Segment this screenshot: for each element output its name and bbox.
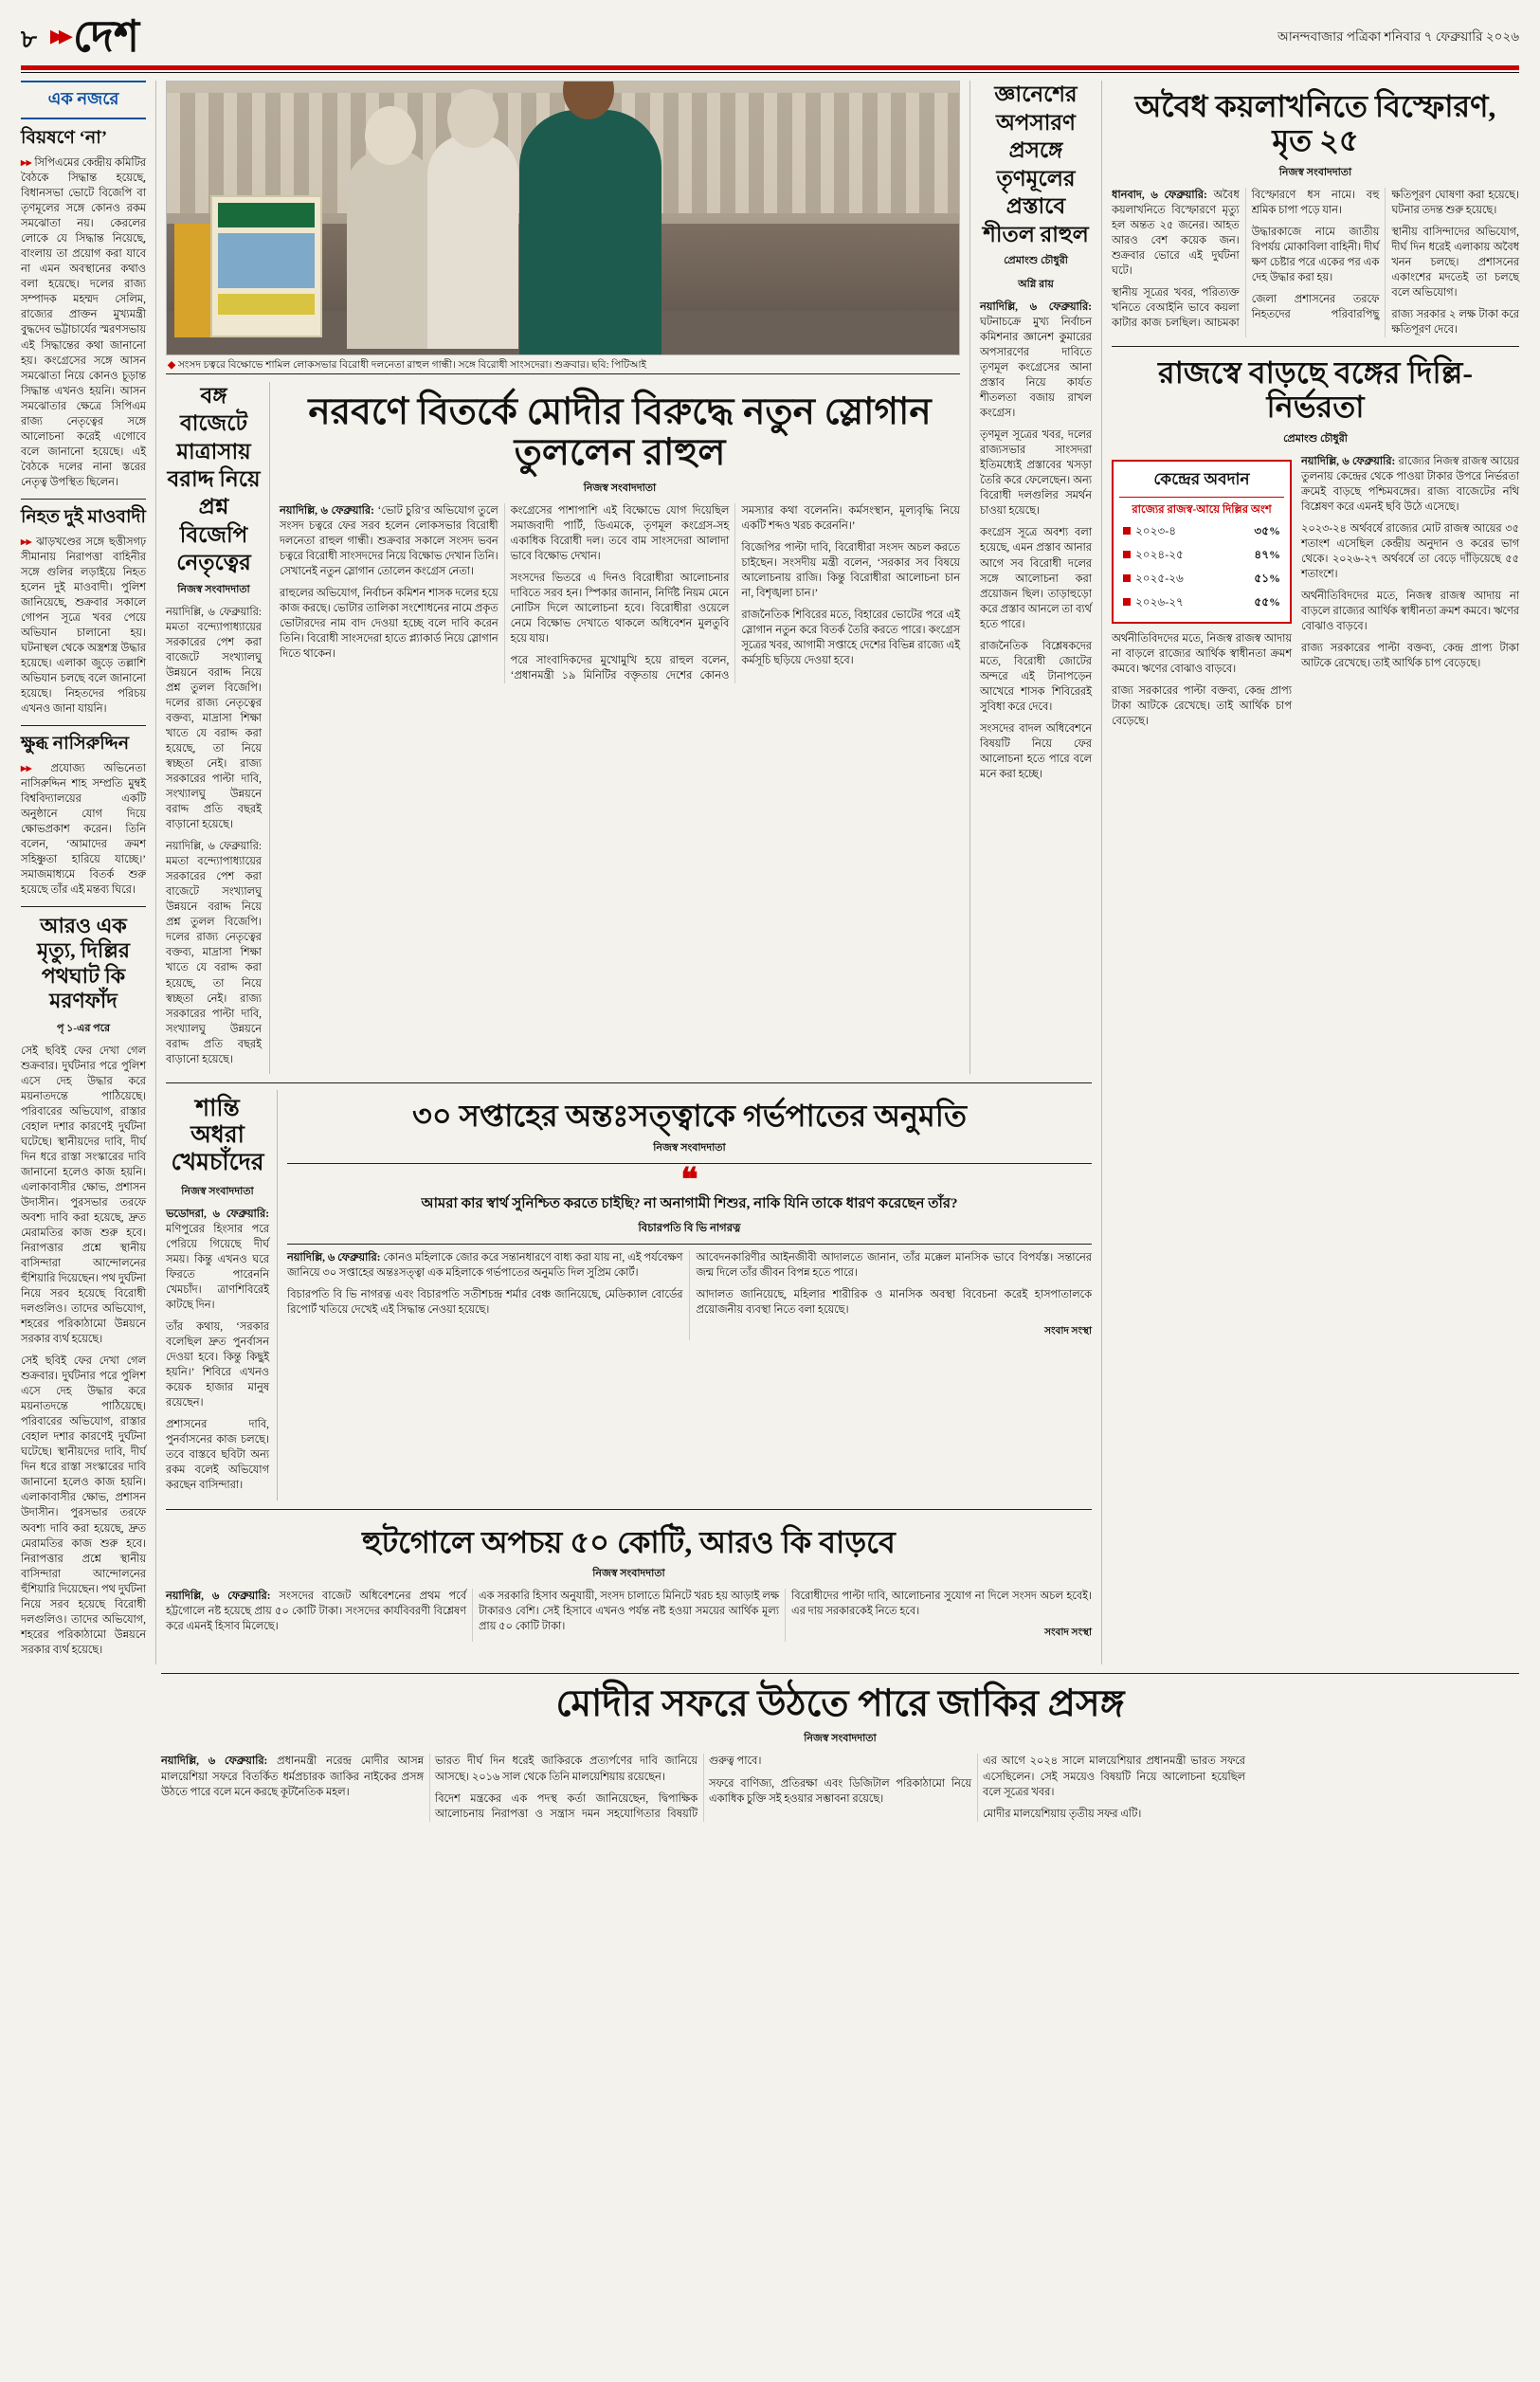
rajasya-dateline: নয়াদিল্লি, ৬ ফেব্রুয়ারি:: [1301, 455, 1396, 467]
rajasya-para-1: ২০২৩-২৪ অর্থবর্ষে রাজ্যের মোট রাজস্ব আয়ের ৩৫ শতাংশ এসেছিল কেন্দ্রীয় অনুদান ও করের ভাগ থেকে। ২০২৬-২৭ অর্থবর্ষে তা বেড়ে দাঁড়িয়েছে ৫৫ শতাংশে।: [1301, 523, 1519, 581]
sidebar-item-headline: নিহত দুই মাওবাদী: [21, 506, 146, 527]
gyanesh-dateline: নয়াদিল্লি, ৬ ফেব্রুয়ারি:: [980, 301, 1092, 314]
pullquote-text: আমরা কার স্বার্থ সুনিশ্চিত করতে চাইছি? না অনাগামী শিশুর, নাকি যিনি তাকে ধারণ করেছেন তাঁর?: [421, 1195, 958, 1211]
coal-para-0: [1112, 188, 1240, 279]
quote-icon: ❝: [680, 1162, 698, 1198]
coal-byline: নিজস্ব সংবাদদাতা: [1278, 167, 1352, 179]
gyanesh-byline-sub: অগ্নি রায়: [1018, 279, 1054, 291]
sidebar-item-text: ঝাড়খণ্ডের সঙ্গে ছত্তীসগঢ় সীমানায় নিরাপত্তা বাহিনীর সঙ্গে গুলির লড়াইয়ে নিহত হলেন দুই মাওবাদী। পুলিশ জানিয়েছে, শুক্রবার সকালে গোপন সূত্রে খবর পেয়ে অভিযান চালানো হয়। ঘটনাস্থল থেকে অস্ত্রশস্ত্র উদ্ধার হয়েছে। এলাকা জুড়ে তল্লাশি অভিযান চলছে বলে জানানো হয়েছে। নিহতদের পরিচয় এখনও জানা যায়নি।: [21, 536, 146, 715]
main-content: [166, 81, 1092, 1664]
santi-para-0: [166, 1207, 269, 1313]
table-cell-year: ২০২৩-৪: [1135, 524, 1176, 538]
table-cell-pct: ৩৫%: [1254, 524, 1280, 538]
logo-text: দেশ: [73, 12, 140, 61]
modi-para-5: মোদীর মালয়েশিয়ায় তৃতীয় সফর এটি।: [983, 1808, 1142, 1820]
sidebar-item-3: [21, 914, 146, 1658]
rahul-para-2: কংগ্রেসের পাশাপাশি এই বিক্ষোভে যোগ দিয়েছিল সমাজবাদী পার্টি, ডিএমকে, তৃণমূল কংগ্রেস-সহ একাধিক বিরোধী দল। তবে বাম সাংসদেরা আলাদা ভাবে বিক্ষোভ দেখান।: [510, 505, 730, 563]
coal-para-4: স্থানীয় বাসিন্দাদের অভিযোগ, দীর্ঘ দিন ধরেই এলাকায় অবৈধ খনন চলছে। প্রশাসনের একাংশের মদতেই তা চলছে বলে অভিযোগ।: [1391, 227, 1519, 300]
table-subtitle: রাজ্যের রাজস্ব-আয়ে দিল্লির অংশ: [1132, 503, 1272, 516]
modi-para-4: এর আগে ২০২৪ সালে মালয়েশিয়ার প্রধানমন্ত্রী ভারত সফরে এসেছিলেন। সেই সময়েও বিষয়টি নিয়ে আলোচনা হয়েছিল বলে সূত্রের খবর।: [983, 1755, 1245, 1798]
sidebar-item-0: [21, 127, 146, 489]
bottom-band: [161, 1673, 1519, 1822]
coal-dateline: ধানবাদ, ৬ ফেব্রুয়ারি:: [1112, 190, 1207, 202]
rahul-byline: নিজস্ব সংবাদদাতা: [583, 482, 657, 495]
hutogol-body-columns: [166, 1589, 1092, 1642]
coal-para-2: উদ্ধারকাজে নামে জাতীয় বিপর্যয় মোকাবিলা বাহিনী। দীর্ঘ ক্ষণ চেষ্টার পরে একের পর এক দেহ উদ্ধার করা হয়।: [1251, 227, 1380, 284]
sidebar-ek-nojore: [21, 81, 146, 1664]
divider: [161, 1673, 1519, 1674]
gyanesh-story: [980, 81, 1092, 1073]
rajasya-para-1c: রাজ্য সরকারের পাল্টা বক্তব্য, কেন্দ্র প্রাপ্য টাকা আটকে রেখেছে। তাই আর্থিক চাপ বেড়েছে।: [1301, 643, 1519, 670]
budget-side-body-2: নয়াদিল্লি, ৬ ফেব্রুয়ারি: মমতা বন্দ্যোপাধ্যায়ের সরকারের পেশ করা বাজেটে সংখ্যালঘু উন্নয়নে বরাদ্দ নিয়ে প্রশ্ন তুলল বিজেপি। দলের রাজ্য নেতৃত্বের বক্তব্য, মাদ্রাসা শিক্ষা খাতে যে বরাদ্দ করা হয়েছে, তা নিয়ে স্বচ্ছতা নেই। রাজ্য সরকারের পাল্টা দাবি, সংখ্যালঘু উন্নয়নে বরাদ্দ প্রতি বছরই বাড়ানো হয়েছে।: [166, 841, 262, 1065]
page-folio: ৮: [21, 26, 37, 54]
santi-byline: নিজস্ব সংবাদদাতা: [181, 1185, 254, 1197]
santi-headline: শান্তি অধরা খেমচাঁদের: [171, 1095, 264, 1176]
table-body: [1119, 521, 1284, 616]
thirtyweek-para-0: [287, 1250, 683, 1281]
sidebar-item-headline: ক্ষুব্ধ নাসিরুদ্দিন: [21, 733, 130, 754]
gyanesh-headline: জ্ঞানেশের অপসারণ প্রসঙ্গে তৃণমূলের প্রস্তাবে শীতল রাহুল: [983, 82, 1089, 246]
modi-body-columns: [161, 1754, 1519, 1821]
divider: [21, 725, 146, 726]
divider: [21, 499, 146, 500]
thirtyweek-para-2: আবেদনকারিণীর আইনজীবী আদালতে জানান, তাঁর মক্কেল মানসিক ভাবে বিপর্যস্ত। সন্তানের জন্ম দিলে তাঁর জীবন বিপন্ন হতে পারে।: [696, 1252, 1092, 1280]
table-cell-pct: ৫১%: [1254, 572, 1280, 586]
rajasya-para-text: রাজ্যের নিজস্ব রাজস্ব আয়ের তুলনায় কেন্দ্রের থেকে পাওয়া টাকার উপরে নির্ভরতা ক্রমেই বাড়ছে পশ্চিমবঙ্গের। রাজ্য বাজেটের নথি বিশ্লেষণ করে এমনই ছবি উঠে এসেছে।: [1301, 455, 1520, 514]
rahul-dateline: নয়াদিল্লি, ৬ ফেব্রুয়ারি:: [280, 505, 374, 518]
rahul-para-3: সংসদের ভিতরে এ দিনও বিরোধীরা আলোচনার দাবিতে সরব হন। স্পিকার জানান, নির্দিষ্ট নিয়ম মেনে নোটিস দিলে আলোচনা হবে। বিরোধীরা ওয়েলে নেমে বিক্ষোভ দেখাতে থাকলে অধিবেশন মুলতুবি হয়ে যায়।: [510, 573, 730, 646]
right-column: [1112, 81, 1519, 1664]
budget-side-body: নয়াদিল্লি, ৬ ফেব্রুয়ারি: মমতা বন্দ্যোপাধ্যায়ের সরকারের পেশ করা বাজেটে সংখ্যালঘু উন্নয়নে বরাদ্দ নিয়ে প্রশ্ন তুলল বিজেপি। দলের রাজ্য নেতৃত্বের বক্তব্য, মাদ্রাসা শিক্ষা খাতে যে বরাদ্দ করা হয়েছে, তা নিয়ে স্বচ্ছতা নেই। রাজ্য সরকারের পাল্টা দাবি, সংখ্যালঘু উন্নয়নে বরাদ্দ প্রতি বছরই বাড়ানো হয়েছে।: [166, 606, 262, 831]
rajasya-text-col: [1301, 454, 1519, 736]
thirtyweek-para-1: বিচারপতি বি ভি নাগরত্ন এবং বিচারপতি সতীশচন্দ্র শর্মার বেঞ্চ জানিয়েছে, মেডিক্যাল বোর্ডের রিপোর্ট খতিয়ে দেখেই এই সিদ্ধান্ত নেওয়া হয়েছে।: [287, 1289, 683, 1317]
gyanesh-para-2: কংগ্রেস সূত্রে অবশ্য বলা হয়েছে, এমন প্রস্তাব আনার আগে সব বিরোধী দলের সঙ্গে আলোচনা করা প্রয়োজন ছিল। তাড়াহুড়ো করে প্রস্তাব আনলে তা ব্যর্থ হতে পারে।: [980, 527, 1092, 630]
sidebar-item-body: [21, 761, 146, 898]
table-cell-pct: ৫৫%: [1254, 595, 1280, 609]
column-divider: [969, 81, 970, 1073]
column-divider: [1101, 81, 1102, 1664]
gyanesh-byline-name: প্রেমাংশু চৌধুরী: [1004, 255, 1068, 267]
sidebar-item-2: [21, 733, 146, 898]
pullquote-attribution: বিচারপতি বি ভি নাগরত্ন: [638, 1222, 741, 1234]
top-band: [166, 81, 1092, 1073]
coal-para-5: রাজ্য সরকার ২ লক্ষ টাকা করে ক্ষতিপূরণ দেবে।: [1391, 309, 1519, 336]
table-cell-year: ২০২৫-২৬: [1135, 572, 1184, 586]
budget-side-story: [166, 382, 270, 1074]
table-cell-pct: ৪৭%: [1254, 548, 1280, 562]
logo-arrows-icon: ▸▸: [49, 20, 67, 52]
divider: [21, 906, 146, 907]
rajasya-para-3: রাজ্য সরকারের পাল্টা বক্তব্য, কেন্দ্র প্রাপ্য টাকা আটকে রেখেছে। তাই আর্থিক চাপ বেড়েছে।: [1112, 685, 1292, 728]
gyanesh-para-text: ঘটনাচক্রে মুখ্য নির্বাচন কমিশনার জ্ঞানেশ কুমারের অপসারণের দাবিতে তৃণমূল কংগ্রেসের আনা প্রস্তাব নিয়ে কার্যত শীতলতা বজায় রাখল কংগ্রেস।: [980, 317, 1092, 420]
rajasya-table-col: [1112, 454, 1292, 736]
coal-para-1: স্থানীয় সূত্রের খবর, পরিত্যক্ত খনিতে বেআইনি ভাবে কয়লা কাটার কাজ চলছিল। আচমকা বিস্ফোরণে ধস নামে। বহু শ্রমিক চাপা পড়ে যান।: [1112, 190, 1380, 330]
hutogol-para-0: [166, 1589, 466, 1634]
thirtyweek-story: [287, 1090, 1092, 1500]
bullet-square-icon: [1123, 551, 1131, 558]
rahul-para-4: পরে সাংবাদিকদের মুখোমুখি হয়ে রাহুল বলেন, ‘প্রধানমন্ত্রী ১৯ মিনিটির বক্তৃতায় দেশের কোনও সমস্যার কথা বলেননি। কর্মসংস্থান, মূল্যবৃদ্ধি নিয়ে একটি শব্দও খরচ করেননি।’: [510, 505, 960, 682]
hutogol-para-2: বিরোধীদের পাল্টা দাবি, আলোচনার সুযোগ না দিলে সংসদ অচল হবেই। এর দায় সরকারকেই নিতে হবে।: [791, 1591, 1092, 1618]
modi-byline: নিজস্ব সংবাদদাতা: [804, 1733, 877, 1745]
rahul-band: [166, 382, 960, 1074]
thirtyweek-headline: ৩০ সপ্তাহের অন্তঃসত্ত্বাকে গর্ভপাতের অনুমতি: [412, 1098, 967, 1133]
thirtyweek-para-text: কোনও মহিলাকে জোর করে সন্তানধারণে বাধ্য করা যায় না, এই পর্যবেক্ষণ জানিয়ে ৩০ সপ্তাহের অন্তঃসত্ত্বা এক মহিলাকে গর্ভপাতের অনুমতি দিল সুপ্রিম কোর্ট।: [287, 1252, 683, 1280]
sidebar-title: এক নজরে: [21, 81, 146, 119]
modi-para-0: [161, 1754, 424, 1799]
table-row: [1119, 521, 1284, 545]
hutogol-dateline: নয়াদিল্লি, ৬ ফেব্রুয়ারি:: [166, 1591, 271, 1603]
divider: [166, 1509, 1092, 1510]
table-title: কেন্দ্রের অবদান: [1119, 467, 1284, 498]
thirtyweek-byline: নিজস্ব সংবাদদাতা: [653, 1141, 726, 1154]
photo-caption: [166, 355, 960, 373]
divider: [166, 1082, 1092, 1083]
santi-dateline: ভডোদরা, ৬ ফেব্রুয়ারি:: [166, 1208, 269, 1220]
caption-text: সংসদ চত্বরে বিক্ষোভে শামিল লোকসভার বিরোধী দলনেতা রাহুল গান্ধী। সঙ্গে বিরোধী সাংসদেরা। শুক্রবার। ছবি: পিটিআই: [177, 360, 647, 372]
thirtyweek-pullquote: [287, 1163, 1092, 1246]
rahul-story: [280, 382, 960, 1074]
santi-para-1: তাঁর কথায়, ‘সরকার বলেছিল দ্রুত পুনর্বাসন দেওয়া হবে। কিন্তু কিছুই হয়নি।’ শিবিরে এখনও কয়েক হাজার মানুষ রয়েছেন।: [166, 1321, 269, 1409]
sidebar-item-text: প্রযোজ্য অভিনেতা নাসিরুদ্দিন শাহ সম্প্রতি মুম্বই বিশ্ববিদ্যালয়ের একটি অনুষ্ঠানে যোগ দিয়ে ক্ষোভপ্রকাশ করেন। তিনি বলেন, ‘আমাদের ক্রমশ সহিষ্ণুতা হারিয়ে যাচ্ছে।’ সমাজমাধ্যমে বিতর্ক শুরু হয়েছে তাঁর এই মন্তব্য ঘিরে।: [21, 762, 147, 896]
modi-para-text: প্রধানমন্ত্রী নরেন্দ্র মোদীর আসন্ন মালয়েশিয়া সফরে বিতর্কিত ধর্মপ্রচারক জাকির নাইকের প্রসঙ্গ উঠতে পারে বলে মনে করছে কূটনৈতিক মহল।: [161, 1755, 425, 1798]
coal-story: [1112, 90, 1519, 337]
table-row: [1119, 592, 1284, 616]
gyanesh-para-4: সংসদের বাদল অধিবেশনে বিষয়টি নিয়ে ফের আলোচনা হতে পারে বলে মনে করা হচ্ছে।: [980, 722, 1092, 780]
column-divider: [155, 81, 156, 1664]
sidebar-item-text: সিপিএমের কেন্দ্রীয় কমিটির বৈঠকে সিদ্ধান্ত হয়েছে, বিধানসভা ভোটে বিজেপি বা তৃণমূলের সঙ্গে কোনও রকম সমঝোতা নয়। কেরলের লোকে যে সিদ্ধান্ত নিয়েছে, বাংলায় তা প্রয়োগ করা যাবে না এমন অবস্থানের কথাও বলা হয়েছে। দলের রাজ্য সম্পাদক মহম্মদ সেলিম, রাজ্যের প্রাক্তন মুখ্যমন্ত্রী বুদ্ধদেব ভট্টাচার্যের স্মরণসভায় এই সিদ্ধান্তের কথা জানানো হয়। কংগ্রেসের সঙ্গে আসন সমঝোতা নিয়ে কোনও চূড়ান্ত সিদ্ধান্ত এখনও হয়নি। আসন সমঝোতার ক্ষেত্রে সিপিএম রাজ্য নেতৃত্বের সঙ্গে আলোচনা করেই এগোবে বলে জানানো হয়েছে। এই বৈঠকে দলের নানা স্তরের নেতৃত্ব উপস্থিত ছিলেন।: [21, 157, 147, 488]
hutogol-headline: হুটগোলে অপচয় ৫০ কোটি, আরও কি বাড়বে: [362, 1524, 896, 1559]
rajasya-story: [1112, 356, 1519, 736]
bullet-icon: ▸▸: [21, 157, 32, 170]
masthead-rule-thin: [21, 72, 1519, 73]
rajasya-byline: প্রেমাংশু চৌধুরী: [1283, 432, 1348, 445]
hutogol-band: [166, 1517, 1092, 1643]
masthead: [21, 12, 1519, 61]
sidebar-item-body: [21, 535, 146, 717]
rajasya-para-0: [1301, 454, 1519, 515]
santi-para-2: প্রশাসনের দাবি, পুনর্বাসনের কাজ চলছে। তবে বাস্তবে ছবিটা অন্য রকম বলেই অভিযোগ করছেন বাসিন্দারা।: [166, 1419, 269, 1492]
coal-body-columns: [1112, 188, 1519, 337]
publication-logo: [49, 12, 140, 61]
rajasya-headline: রাজস্বে বাড়ছে বঙ্গের দিল্লি-নির্ভরতা: [1157, 355, 1474, 425]
contribution-table: [1112, 460, 1292, 624]
rajasya-para-1b: অর্থনীতিবিদদের মতে, নিজস্ব রাজস্ব আদায় না বাড়লে রাজ্যের আর্থিক স্বাধীনতা ক্রমশ কমবে। ঋণের বোঝাও বাড়বে।: [1301, 591, 1519, 633]
photo-and-rahul: [166, 81, 960, 1073]
rajasya-layout: [1112, 454, 1519, 736]
table-row: [1119, 569, 1284, 592]
coal-para-3: জেলা প্রশাসনের তরফে নিহতদের পরিবারপিছু ক্ষতিপূরণ ঘোষণা করা হয়েছে। ঘটনার তদন্ত শুরু হয়েছে।: [1251, 190, 1519, 321]
bullet-square-icon: [1123, 527, 1131, 535]
modi-dateline: নয়াদিল্লি, ৬ ফেব্রুয়ারি:: [161, 1755, 268, 1768]
bullet-icon: ▸▸: [21, 536, 32, 548]
rahul-para-5: বিজেপির পাল্টা দাবি, বিরোধীরা সংসদ অচল করতে চাইছেন। সংসদীয় মন্ত্রী বলেন, ‘সরকার সব বিষয়ে আলোচনায় রাজি। কিন্তু বিরোধীরা আলোচনা চান না, বিশৃঙ্খলা চান।’: [741, 542, 960, 600]
gyanesh-para-1: তৃণমূল সূত্রের খবর, দলের রাজ্যসভার সাংসদরা ইতিমধ্যেই প্রস্তাবের খসড়া তৈরি করে ফেলেছেন। অন্য বিরোধী দলগুলির সমর্থন চাওয়া হয়েছে।: [980, 429, 1092, 518]
table-cell-year: ২০২৪-২৫: [1135, 548, 1184, 562]
divider: [1112, 346, 1519, 347]
hutogol-byline: নিজস্ব সংবাদদাতা: [592, 1568, 665, 1580]
budget-side-headline: বঙ্গ বাজেটে মাত্রাসায় বরাদ্দ নিয়ে প্রশ্ন বিজেপি নেতৃত্বের: [167, 383, 261, 575]
gyanesh-para-3: রাজনৈতিক বিশ্লেষকদের মতে, বিরোধী জোটের অন্দরে এই টানাপড়েন আখেরে শাসক শিবিরেরই সুবিধা করে দেবে।: [980, 640, 1092, 713]
rahul-para-6: রাজনৈতিক শিবিরের মতে, বিহারের ভোটের পরে এই স্লোগান নতুন করে বিতর্ক তৈরি করতে পারে। কংগ্রেস সূত্রের খবর, আগামী সপ্তাহে দেশের বিভিন্ন রাজ্যে এই কর্মসূচি ছড়িয়ে দেওয়া হবে।: [741, 609, 960, 667]
gyanesh-para-0: [980, 300, 1092, 421]
coal-headline: অবৈধ কয়লাখনিতে বিস্ফোরণ, মৃত ২৫: [1134, 89, 1496, 158]
bullet-square-icon: [1123, 598, 1131, 606]
caption-marker-icon: ◆: [168, 360, 176, 372]
table-row: [1119, 545, 1284, 569]
santi-para-text: মণিপুরের হিংসার পরে পেরিয়ে গিয়েছে দীর্ঘ সময়। কিন্তু এখনও ঘরে ফিরতে পারেননি খেমচাঁদ। ত্রাণশিবিরেই কাটছে দিন।: [166, 1223, 269, 1312]
santi-story: [166, 1090, 278, 1500]
modi-para-2: বিদেশ মন্ত্রকের এক পদস্থ কর্তা জানিয়েছেন, দ্বিপাক্ষিক আলোচনায় নিরাপত্তা ও সন্ত্রাস দমন সহযোগিতার বিষয়টি গুরুত্ব পাবে।: [435, 1755, 762, 1820]
sidebar-item-body-2: সেই ছবিই ফের দেখা গেল শুক্রবার। দুর্ঘটনার পরে পুলিশ এসে দেহ উদ্ধার করে ময়নাতদন্তে পাঠিয়েছে। পরিবারের অভিযোগ, রাস্তার বেহাল দশার কারণেই দুর্ঘটনা ঘটেছে। স্থানীয়দের দাবি, দীর্ঘ দিন ধরে রাস্তা সংস্কারের দাবি জানানো হলেও কাজ হয়নি। এলাকাবাসীর ক্ষোভ, প্রশাসন উদাসীন। পুরসভার তরফে অবশ্য দাবি করা হয়েছে, দ্রুত মেরামতির কাজ শুরু হবে। নিরাপত্তার প্রশ্নে স্থানীয় বাসিন্দারা আন্দোলনের হুঁশিয়ারি দিয়েছেন। পথ দুর্ঘটনা নিয়ে সরব হয়েছে বিরোধী দলগুলিও। তাদের অভিযোগ, শহরের পরিকাঠামো উন্নয়নে সরকার ব্যর্থ হয়েছে।: [21, 1355, 146, 1656]
thirtyweek-body-columns: [287, 1250, 1092, 1340]
thirtyweek-source: সংবাদ সংস্থা: [1044, 1326, 1092, 1337]
lead-photo-box: [166, 81, 960, 373]
rahul-para-text: ‘ভোট চুরি’র অভিযোগ তুলে সংসদ চত্বরে ফের সরব হলেন লোকসভার বিরোধী দলনেতা রাহুল গান্ধী। শুক্রবার সকালে সংসদ ভবন চত্বরে বিরোধী সাংসদদের নিয়ে বিক্ষোভ দেখান তিনি। সেখানেই নতুন স্লোগান তোলেন কংগ্রেস নেতা।: [280, 505, 498, 578]
coal-para-text: অবৈধ কয়লাখনিতে বিস্ফোরণে মৃত্যু হল অন্তত ২৫ জনের। আহত আরও বেশ কয়েক জন। শুক্রবার ভোরে এই দুর্ঘটনা ঘটে।: [1112, 190, 1240, 278]
rahul-para-1: রাহুলের অভিযোগ, নির্বাচন কমিশন শাসক দলের হয়ে কাজ করছে। ভোটার তালিকা সংশোধনের নামে প্রকৃত ভোটারদের নাম বাদ দেওয়া হচ্ছে বলে দাবি করেন তিনি। বিরোধী সাংসদেরা হাতে প্ল্যাকার্ড নিয়ে স্লোগান দিতে থাকেন।: [280, 588, 498, 661]
masthead-rule-red: [21, 65, 1519, 70]
rahul-body-columns: [280, 503, 960, 683]
rahul-para-0: [280, 503, 498, 579]
hutogol-para-1: এক সরকারি হিসাব অনুযায়ী, সংসদ চালাতে মিনিটে খরচ হয় আড়াই লক্ষ টাকারও বেশি। সেই হিসাবে এখনও পর্যন্ত নষ্ট হওয়া সময়ের আর্থিক মূল্য প্রায় ৫০ কোটি টাকা।: [479, 1591, 779, 1633]
bullet-square-icon: [1123, 574, 1131, 582]
sidebar-item-lead: পৃ ১-এর পরে: [56, 1022, 111, 1034]
hutogol-para-text: সংসদের বাজেট অধিবেশনের প্রথম পর্বে হট্টগোলে নষ্ট হয়েছে প্রায় ৫০ কোটি টাকা। সংসদের কার্যবিবরণী বিশ্লেষণ করে এমনই হিসাব মিলেছে।: [166, 1591, 466, 1633]
masthead-dateline: আনন্দবাজার পত্রিকা শনিবার ৭ ফেব্রুয়ারি ২০২৬: [1277, 29, 1519, 45]
page-grid: [21, 81, 1519, 1664]
sidebar-item-headline: বিয়ষণে ‘না’: [21, 128, 108, 149]
table-cell-year: ২০২৬-২৭: [1135, 595, 1184, 609]
thirtyweek-dateline: নয়াদিল্লি, ৬ ফেব্রুয়ারি:: [287, 1252, 381, 1264]
sidebar-item-1: [21, 506, 146, 717]
rahul-headline: নরবণে বিতর্কে মোদীর বিরুদ্ধে নতুন স্লোগান তুললেন রাহুল: [308, 391, 932, 474]
sidebar-item-body: [21, 155, 146, 490]
hutogol-source: সংবাদ সংস্থা: [1044, 1627, 1092, 1639]
rajasya-para-2: অর্থনীতিবিদদের মতে, নিজস্ব রাজস্ব আদায় না বাড়লে রাজ্যের আর্থিক স্বাধীনতা ক্রমশ কমবে। ঋণের বোঝাও বাড়বে।: [1112, 632, 1292, 676]
modi-para-3: সফরে বাণিজ্য, প্রতিরক্ষা এবং ডিজিটাল পরিকাঠামো নিয়ে একাধিক চুক্তি সই হওয়ার সম্ভাবনা রয়েছে।: [709, 1777, 971, 1805]
sidebar-item-body: সেই ছবিই ফের দেখা গেল শুক্রবার। দুর্ঘটনার পরে পুলিশ এসে দেহ উদ্ধার করে ময়নাতদন্তে পাঠিয়েছে। পরিবারের অভিযোগ, রাস্তার বেহাল দশার কারণেই দুর্ঘটনা ঘটেছে। স্থানীয়দের দাবি, দীর্ঘ দিন ধরে রাস্তা সংস্কারের দাবি জানানো হলেও কাজ হয়নি। এলাকাবাসীর ক্ষোভ, প্রশাসন উদাসীন। পুরসভার তরফে অবশ্য দাবি করা হয়েছে, দ্রুত মেরামতির কাজ শুরু হবে। নিরাপত্তার প্রশ্নে স্থানীয় বাসিন্দারা আন্দোলনের হুঁশিয়ারি দিয়েছেন। পথ দুর্ঘটনা নিয়ে সরব হয়েছে বিরোধী দলগুলিও। তাদের অভিযোগ, শহরের পরিকাঠামো উন্নয়নে সরকার ব্যর্থ হয়েছে।: [21, 1045, 146, 1346]
middle-band: [166, 1090, 1092, 1500]
lead-photo: [166, 81, 960, 355]
modi-headline: মোদীর সফরে উঠতে পারে জাকির প্রসঙ্গ: [555, 1682, 1125, 1724]
bullet-icon: ▸▸: [21, 762, 32, 774]
hutogol-story: [166, 1517, 1092, 1643]
sidebar-item-headline: আরও এক মৃত্যু, দিল্লির পথঘাট কি মরণফাঁদ: [37, 913, 130, 1013]
modi-para-1: ভারত দীর্ঘ দিন ধরেই জাকিরকে প্রত্যর্পণের দাবি জানিয়ে আসছে। ২০১৬ সাল থেকে তিনি মালয়েশিয়ায় রয়েছেন।: [435, 1755, 698, 1783]
budget-side-byline: নিজস্ব সংবাদদাতা: [177, 583, 250, 595]
thirtyweek-para-3: আদালত জানিয়েছে, মহিলার শারীরিক ও মানসিক অবস্থা বিবেচনা করেই হাসপাতালকে প্রয়োজনীয় ব্যবস্থা নিতে বলা হয়েছে।: [696, 1289, 1092, 1317]
